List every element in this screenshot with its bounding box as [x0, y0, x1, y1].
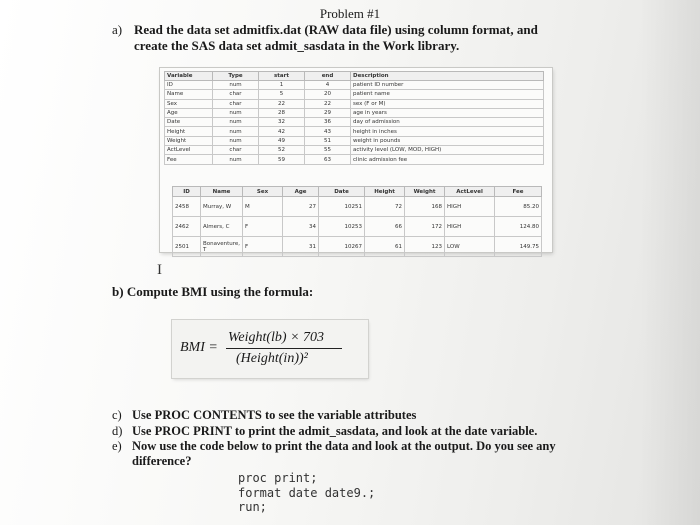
data-cell: 10267 — [319, 237, 365, 257]
table-row — [165, 108, 544, 117]
layout-cell: Name — [165, 90, 213, 99]
layout-cell: Age — [165, 108, 213, 117]
layout-cell: ActLevel — [165, 146, 213, 155]
layout-header: end — [305, 72, 351, 81]
table-row — [165, 99, 544, 108]
layout-header: start — [259, 72, 305, 81]
layout-cell: 49 — [259, 136, 305, 145]
data-cell: 2462 — [173, 217, 201, 237]
part-e — [112, 439, 592, 468]
code-line: run; — [238, 500, 267, 514]
data-cell: 124.80 — [495, 217, 542, 237]
layout-cell: day of admission — [351, 118, 544, 127]
table-row — [173, 237, 542, 257]
text-cursor-icon: I — [157, 262, 162, 278]
data-header: Name — [201, 187, 243, 197]
data-cell: 31 — [283, 237, 319, 257]
variable-layout-table — [164, 71, 544, 165]
part-b-text: Compute BMI using the formula: — [126, 284, 314, 299]
data-header: ID — [173, 187, 201, 197]
layout-cell: 32 — [259, 118, 305, 127]
layout-cell: 52 — [259, 146, 305, 155]
layout-cell: num — [213, 136, 259, 145]
data-cell: 61 — [365, 237, 405, 257]
layout-cell: Fee — [165, 155, 213, 164]
layout-cell: char — [213, 99, 259, 108]
data-cell: 10253 — [319, 217, 365, 237]
part-a — [112, 22, 572, 54]
layout-cell: 22 — [305, 99, 351, 108]
sas-code-block — [238, 471, 375, 515]
layout-cell: 36 — [305, 118, 351, 127]
part-a-label: a) — [112, 22, 123, 37]
part-d-text: Use PROC PRINT to print the admit_sasdata, and look at the date variable. — [132, 423, 538, 438]
table-row — [165, 90, 544, 99]
layout-cell: 29 — [305, 108, 351, 117]
table-row — [165, 155, 544, 164]
layout-cell: Sex — [165, 99, 213, 108]
data-cell: 2501 — [173, 237, 201, 257]
layout-header-row — [165, 72, 544, 81]
layout-header: Type — [213, 72, 259, 81]
table-row — [165, 146, 544, 155]
sample-data-table — [172, 186, 542, 257]
data-cell: 85.20 — [495, 197, 542, 217]
layout-cell: clinic admission fee — [351, 155, 544, 164]
layout-cell: sex (F or M) — [351, 99, 544, 108]
part-c-text: Use PROC CONTENTS to see the variable attributes — [132, 408, 417, 422]
problem-title: Problem #1 — [319, 6, 381, 21]
layout-cell: 55 — [305, 146, 351, 155]
data-cell: Murray, W — [201, 197, 243, 217]
layout-cell: 42 — [259, 127, 305, 136]
data-cell: 27 — [283, 197, 319, 217]
layout-cell: 4 — [305, 81, 351, 90]
layout-cell: 43 — [305, 127, 351, 136]
table-row — [165, 81, 544, 90]
layout-cell: Height — [165, 127, 213, 136]
part-b-label: b) — [112, 284, 124, 299]
layout-cell: 59 — [259, 155, 305, 164]
data-cell: LOW — [445, 237, 495, 257]
data-header: Age — [283, 187, 319, 197]
layout-cell: weight in pounds — [351, 136, 544, 145]
formula-numerator: Weight(lb) × 703 — [228, 330, 325, 345]
layout-cell: num — [213, 155, 259, 164]
data-cell: 172 — [405, 217, 445, 237]
table-row — [165, 127, 544, 136]
data-cell: HIGH — [445, 197, 495, 217]
layout-cell: ID — [165, 81, 213, 90]
layout-cell: patient name — [351, 90, 544, 99]
data-cell: F — [243, 217, 283, 237]
layout-cell: age in years — [351, 108, 544, 117]
data-header-row — [173, 187, 542, 197]
data-cell: 34 — [283, 217, 319, 237]
part-a-text: Read the data set admitfix.dat (RAW data file) using column format, and create the SAS data set admit_sasdata in the Work library. — [134, 22, 538, 53]
layout-cell: 51 — [305, 136, 351, 145]
data-cell: Bonaventure, T — [201, 237, 243, 257]
table-row — [173, 197, 542, 217]
layout-cell: 63 — [305, 155, 351, 164]
data-cell: 72 — [365, 197, 405, 217]
data-cell: Almers, C — [201, 217, 243, 237]
formula-lhs: BMI = — [180, 340, 218, 355]
part-c-label: c) — [112, 408, 122, 422]
layout-cell: Weight — [165, 136, 213, 145]
code-line: format date date9.; — [238, 485, 376, 500]
data-cell: 66 — [365, 217, 405, 237]
data-cell: M — [243, 197, 283, 217]
layout-cell: Date — [165, 118, 213, 127]
layout-cell: 28 — [259, 108, 305, 117]
layout-cell: char — [213, 90, 259, 99]
part-e-text: Now use the code below to print the data and look at the output. Do you see any difference? — [132, 439, 556, 468]
layout-cell: height in inches — [351, 127, 544, 136]
data-header: Date — [319, 187, 365, 197]
layout-cell: activity level (LOW, MOD, HIGH) — [351, 146, 544, 155]
layout-cell: 1 — [259, 81, 305, 90]
layout-cell: 20 — [305, 90, 351, 99]
data-cell: F — [243, 237, 283, 257]
data-cell: 123 — [405, 237, 445, 257]
layout-cell: 5 — [259, 90, 305, 99]
layout-cell: patient ID number — [351, 81, 544, 90]
data-cell: 10251 — [319, 197, 365, 217]
part-d — [112, 424, 592, 439]
table-screenshot — [160, 68, 552, 252]
page-shadow — [640, 0, 700, 525]
data-header: ActLevel — [445, 187, 495, 197]
formula-denominator: (Height(in))² — [236, 351, 308, 366]
table-row — [165, 136, 544, 145]
data-header: Sex — [243, 187, 283, 197]
layout-cell: num — [213, 81, 259, 90]
layout-cell: char — [213, 146, 259, 155]
data-cell: 168 — [405, 197, 445, 217]
table-row — [165, 118, 544, 127]
part-d-label: d) — [112, 423, 123, 438]
fraction-bar — [226, 348, 342, 349]
layout-cell: num — [213, 118, 259, 127]
layout-cell: num — [213, 108, 259, 117]
bmi-formula — [172, 320, 368, 378]
part-e-label: e) — [112, 439, 122, 453]
data-cell: 149.75 — [495, 237, 542, 257]
data-cell: HIGH — [445, 217, 495, 237]
part-c — [112, 408, 592, 423]
layout-cell: num — [213, 127, 259, 136]
layout-header: Variable — [165, 72, 213, 81]
layout-header: Description — [351, 72, 544, 81]
data-header: Height — [365, 187, 405, 197]
table-row — [173, 217, 542, 237]
parts-c-d-e — [112, 408, 592, 469]
data-cell: 2458 — [173, 197, 201, 217]
data-header: Weight — [405, 187, 445, 197]
code-line: proc print; — [238, 471, 318, 485]
data-header: Fee — [495, 187, 542, 197]
part-b — [112, 284, 313, 300]
layout-cell: 22 — [259, 99, 305, 108]
